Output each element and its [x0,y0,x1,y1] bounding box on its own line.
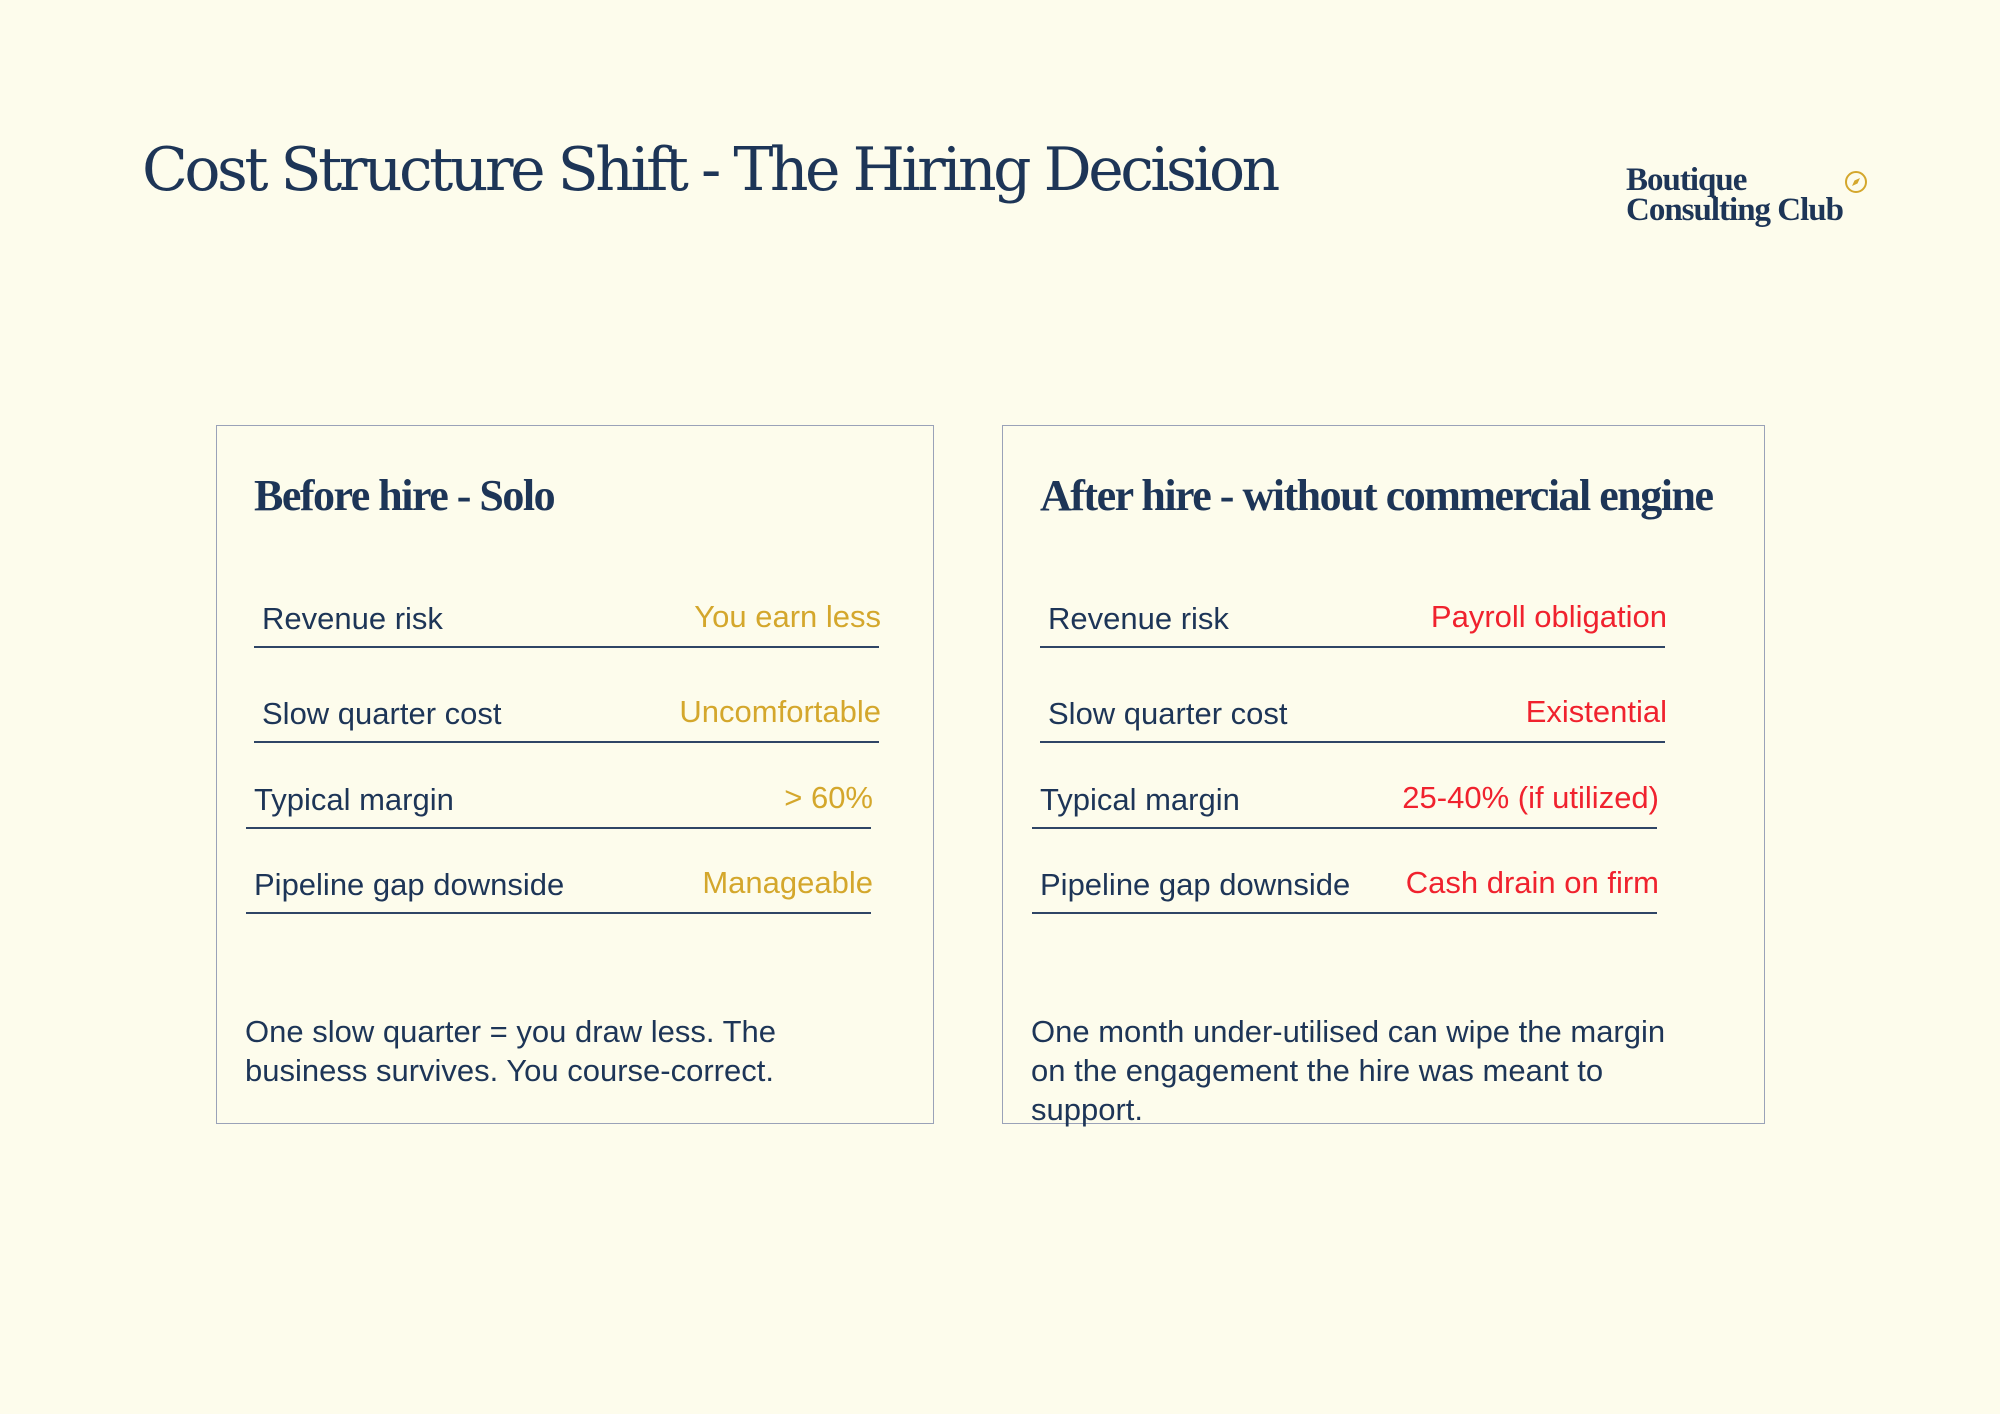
logo-text-line-2: Consulting Club [1626,192,1844,228]
before-card-title: Before hire - Solo [254,471,555,520]
row-value: Manageable [702,865,873,900]
row-label: Pipeline gap downside [1040,867,1351,902]
row-label: Typical margin [1040,782,1240,817]
row-label: Revenue risk [262,601,443,636]
row-value: You earn less [694,599,881,634]
compass-icon [1844,170,1868,194]
after-card-title: After hire - without commercial engine [1040,471,1713,520]
logo-text-line-1: Boutique [1626,162,1747,198]
row-value: > 60% [784,780,873,815]
before-row-pipeline-gap-downside [246,865,873,914]
row-value: Payroll obligation [1430,599,1667,634]
row-label: Slow quarter cost [262,696,502,731]
before-card-note: One slow quarter = you draw less. The business survives. You course-correct. [245,1014,776,1088]
row-value: Cash drain on firm [1405,865,1659,900]
row-label: Slow quarter cost [1048,696,1288,731]
after-card-note: One month under-utilised can wipe the margin on the engagement the hire was meant to support. [1031,1014,1666,1127]
brand-logo [1626,164,1876,234]
row-label: Pipeline gap downside [254,867,565,902]
before-row-slow-quarter-cost [254,694,881,743]
row-value: Existential [1525,694,1667,729]
row-value: Uncomfortable [679,694,881,729]
after-row-slow-quarter-cost [1040,694,1667,743]
after-row-pipeline-gap-downside [1032,865,1659,914]
after-row-revenue-risk [1040,599,1667,648]
before-row-revenue-risk [254,599,881,648]
before-hire-card [216,425,934,1124]
row-label: Typical margin [254,782,454,817]
after-hire-card [1002,425,1765,1127]
before-row-typical-margin [246,780,873,829]
row-value: 25-40% (if utilized) [1402,780,1659,815]
after-row-typical-margin [1032,780,1659,829]
row-label: Revenue risk [1048,601,1229,636]
page-title: Cost Structure Shift - The Hiring Decision [142,135,1277,205]
